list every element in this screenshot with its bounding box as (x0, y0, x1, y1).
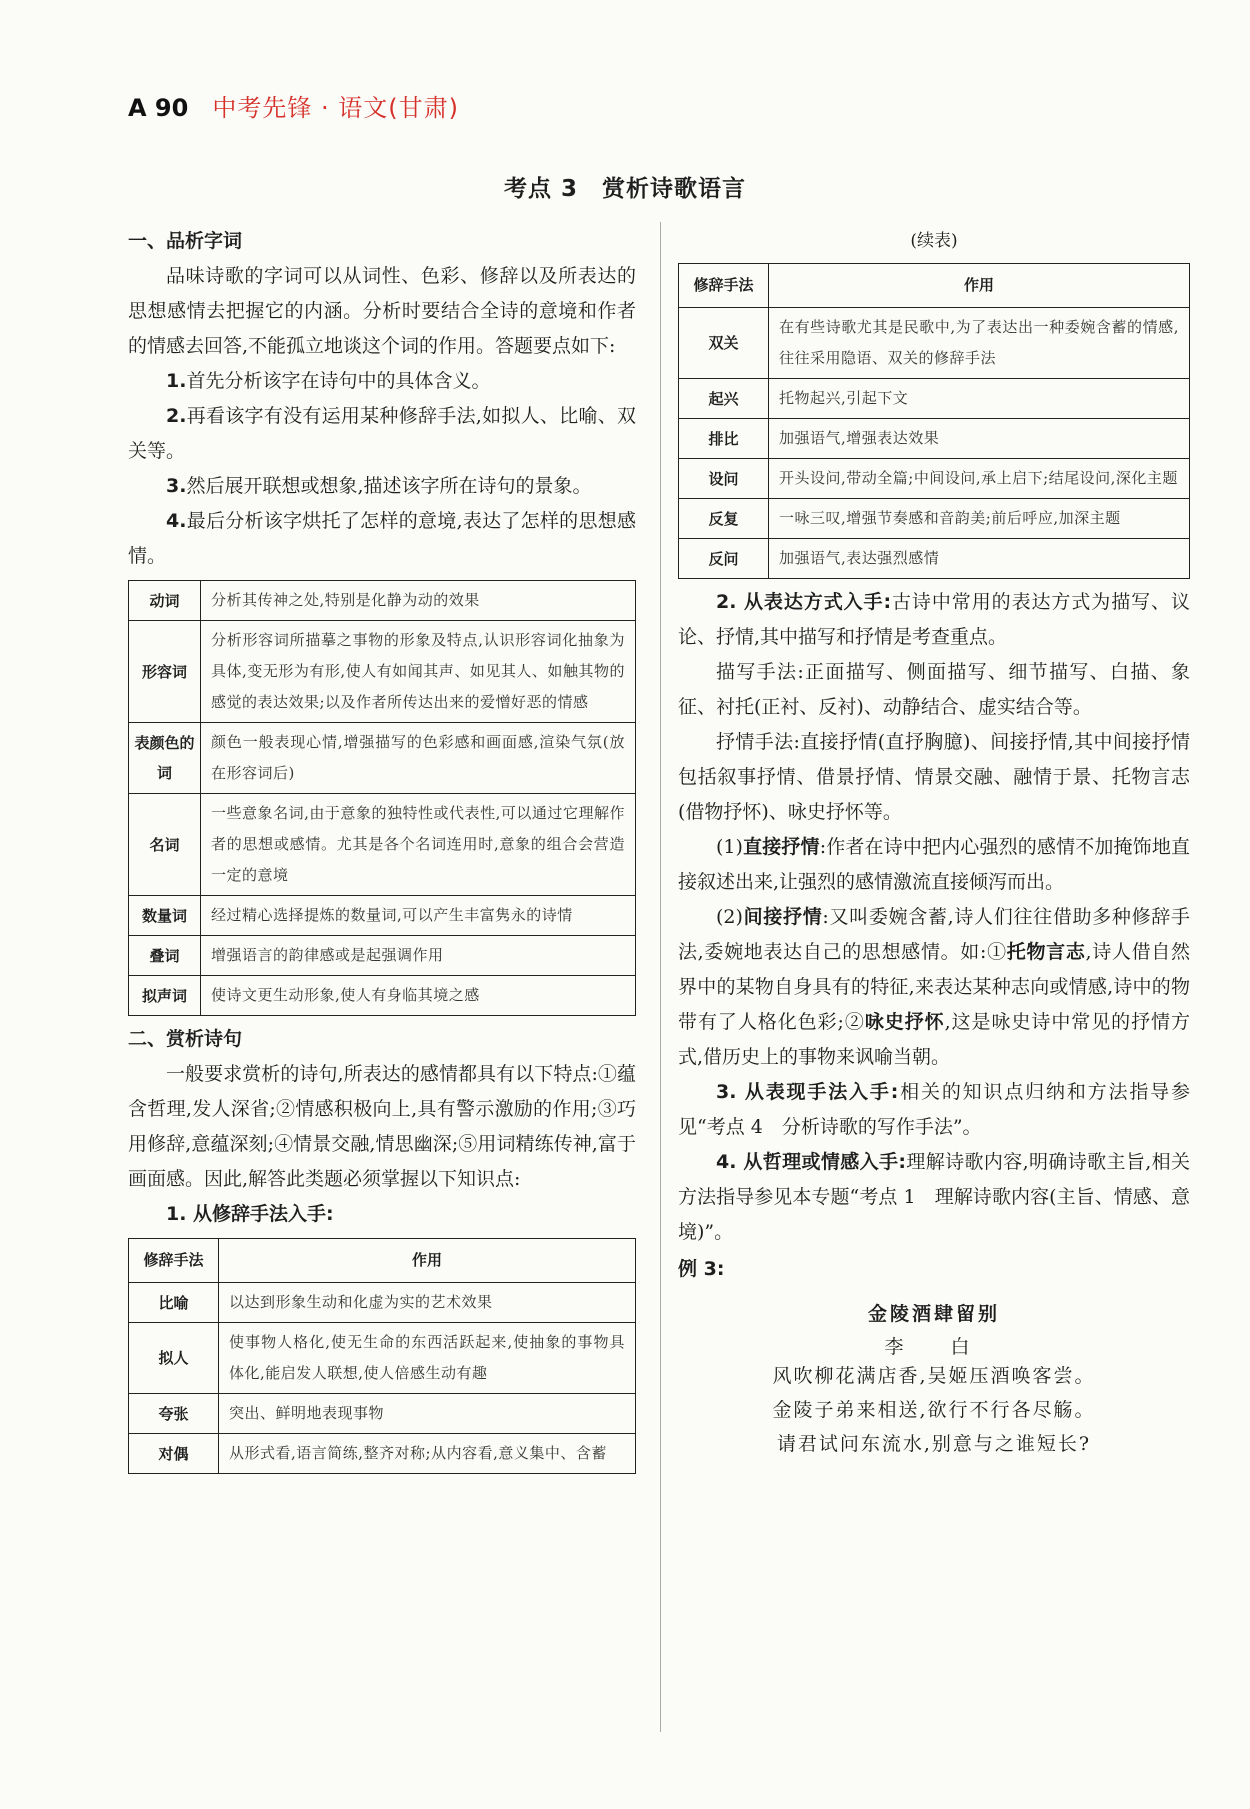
table-desc: 颜色一般表现心情,增强描写的色彩感和画面感,渲染气氛(放在形容词后) (201, 723, 636, 794)
step-number: 3. (166, 475, 187, 497)
table-header-row (129, 1239, 636, 1283)
word-type-table (128, 580, 636, 1016)
rhetoric-table-right (678, 263, 1190, 579)
poem-title: 金陵酒肆留别 (867, 1303, 1000, 1325)
table-desc: 经过精心选择提炼的数量词,可以产生丰富隽永的诗情 (201, 896, 636, 936)
table-header-desc: 作用 (219, 1239, 636, 1283)
direct-num: (1) (716, 836, 743, 858)
table-term: 形容词 (129, 621, 201, 723)
table-row (129, 1394, 636, 1434)
point1-heading (128, 1197, 636, 1232)
table-desc: 从形式看,语言简练,整齐对称;从内容看,意义集中、含蓄 (219, 1434, 636, 1474)
indirect-text: ,这是咏史诗中常见的抒情方式,借历史上的事物来讽喻当朝。 (678, 1011, 1190, 1068)
step-1 (128, 364, 636, 399)
table-term: 名词 (129, 794, 201, 896)
step-text: 然后展开联想或想象,描述该字所在诗句的景象。 (186, 475, 592, 497)
indirect-lyric-paragraph (678, 900, 1190, 1075)
poem-line: 金陵子弟来相送,欲行不行各尽觞。 (772, 1399, 1096, 1421)
table-term: 反复 (679, 499, 769, 539)
table-desc: 使事物人格化,使无生命的东西活跃起来,使抽象的事物具体化,能启发人联想,使人倍感生动有趣 (219, 1323, 636, 1394)
point1-label: 1. 从修辞手法入手: (166, 1203, 334, 1225)
table-row (679, 379, 1190, 419)
table-row (679, 499, 1190, 539)
table-term: 叠词 (129, 936, 201, 976)
step-text: 最后分析该字烘托了怎样的意境,表达了怎样的思想感情。 (128, 510, 636, 567)
table-desc: 分析形容词所描摹之事物的形象及特点,认识形容词化抽象为具体,变无形为有形,使人有如闻其声、如见其人、如触其物的感觉的表达效果;以及作者所传达出来的爱憎好恶的情感 (201, 621, 636, 723)
table-row (129, 581, 636, 621)
table-row (129, 621, 636, 723)
table-row (679, 419, 1190, 459)
table-header-desc: 作用 (769, 264, 1190, 308)
indirect-term: 托物言志 (1006, 941, 1086, 963)
page-number: A 90 (128, 94, 189, 122)
poem-line: 请君试问东流水,别意与之谁短长? (776, 1433, 1092, 1455)
right-column (678, 222, 1190, 1461)
part2-heading: 二、赏析诗句 (128, 1028, 243, 1050)
point3-label: 3. 从表现手法入手: (716, 1081, 899, 1103)
poem-line: 风吹柳花满店香,吴姬压酒唤客尝。 (772, 1365, 1096, 1387)
table-term: 起兴 (679, 379, 769, 419)
table-row (129, 1283, 636, 1323)
table-row (129, 896, 636, 936)
step-3 (128, 469, 636, 504)
part1-intro: 品味诗歌的字词可以从词性、色彩、修辞以及所表达的思想感情去把握它的内涵。分析时要结合全诗的意境和作者的情感去回答,不能孤立地谈这个词的作用。答题要点如下: (128, 265, 636, 357)
table-desc: 一咏三叹,增强节奏感和音韵美;前后呼应,加深主题 (769, 499, 1190, 539)
table-term: 双关 (679, 308, 769, 379)
table-desc: 突出、鲜明地表现事物 (219, 1394, 636, 1434)
table-row (129, 1323, 636, 1394)
table-desc: 开头设问,带动全篇;中间设问,承上启下;结尾设问,深化主题 (769, 459, 1190, 499)
table-term: 反问 (679, 539, 769, 579)
step-4 (128, 504, 636, 574)
continued-label: (续表) (910, 231, 958, 251)
table-header-term: 修辞手法 (679, 264, 769, 308)
table-header-row (679, 264, 1190, 308)
indirect-text: ,诗人借自然界中的某物自身具有的特征,来表达某种志向或情感,诗中的物带有了人格化色彩;② (678, 941, 1190, 1033)
table-term: 动词 (129, 581, 201, 621)
step-text: 首先分析该字在诗句中的具体含义。 (186, 370, 491, 392)
table-desc: 加强语气,增强表达效果 (769, 419, 1190, 459)
lyric-paragraph: 抒情手法:直接抒情(直抒胸臆)、间接抒情,其中间接抒情包括叙事抒情、借景抒情、情景交融、融情于景、托物言志(借物抒怀)、咏史抒怀等。 (678, 731, 1190, 823)
table-header-term: 修辞手法 (129, 1239, 219, 1283)
column-divider (660, 222, 661, 1732)
section-title: 考点 3 赏析诗歌语言 (503, 176, 746, 202)
left-column (128, 222, 636, 1474)
table-row (679, 308, 1190, 379)
point2-text: 古诗中常用的表达方式为描写、议论、抒情,其中描写和抒情是考查重点。 (678, 591, 1190, 648)
table-row (679, 539, 1190, 579)
describe-paragraph: 描写手法:正面描写、侧面描写、细节描写、白描、象征、衬托(正衬、反衬)、动静结合、虚实结合等。 (678, 661, 1190, 718)
table-term: 表颜色的词 (129, 723, 201, 794)
step-number: 2. (166, 405, 187, 427)
point4-text: 理解诗歌内容,明确诗歌主旨,相关方法指导参见本专题“考点 1 理解诗歌内容(主旨、情感、意境)”。 (678, 1151, 1190, 1243)
table-desc: 增强语言的韵律感或是起强调作用 (201, 936, 636, 976)
step-number: 4. (166, 510, 187, 532)
step-number: 1. (166, 370, 187, 392)
point4-label: 4. 从哲理或情感入手: (716, 1151, 906, 1173)
table-row (129, 976, 636, 1016)
point3-text: 相关的知识点归纳和方法指导参见“考点 4 分析诗歌的写作手法”。 (678, 1081, 1190, 1138)
step-text: 再看该字有没有运用某种修辞手法,如拟人、比喻、双关等。 (128, 405, 636, 462)
part1-heading: 一、品析字词 (128, 230, 243, 252)
table-desc: 一些意象名词,由于意象的独特性或代表性,可以通过它理解作者的思想或感情。尤其是各个名词连用时,意象的组合会营造一定的意境 (201, 794, 636, 896)
table-desc: 分析其传神之处,特别是化静为动的效果 (201, 581, 636, 621)
point4-paragraph (678, 1145, 1190, 1250)
indirect-term: 咏史抒怀 (864, 1011, 945, 1033)
point3-paragraph (678, 1075, 1190, 1145)
table-row (129, 794, 636, 896)
direct-label: 直接抒情 (742, 836, 820, 858)
point2-paragraph (678, 585, 1190, 655)
table-term: 对偶 (129, 1434, 219, 1474)
table-term: 设问 (679, 459, 769, 499)
rhetoric-table-left (128, 1238, 636, 1474)
table-desc: 以达到形象生动和化虚为实的艺术效果 (219, 1283, 636, 1323)
page-header (128, 88, 459, 128)
indirect-label: 间接抒情 (742, 906, 823, 928)
indirect-text: :又叫委婉含蓄,诗人们往往借助多种修辞手法,委婉地表达自己的思想感情。如:① (678, 906, 1190, 963)
part2-intro: 一般要求赏析的诗句,所表达的感情都具有以下特点:①蕴含哲理,发人深省;②情感积极向上,具有警示激励的作用;③巧用修辞,意蕴深刻;④情景交融,情思幽深;⑤用词精练传神,富于画面感。因此,解答此类题必须掌握以下知识点: (128, 1063, 636, 1190)
table-row (129, 1434, 636, 1474)
table-desc: 加强语气,表达强烈感情 (769, 539, 1190, 579)
example-label: 例 3: (678, 1258, 725, 1280)
table-desc: 托物起兴,引起下文 (769, 379, 1190, 419)
indirect-num: (2) (716, 906, 743, 928)
direct-text: :作者在诗中把内心强烈的感情不加掩饰地直接叙述出来,让强烈的感情激流直接倾泻而出。 (678, 836, 1190, 893)
table-term: 数量词 (129, 896, 201, 936)
direct-lyric-paragraph (678, 830, 1190, 900)
poem-author: 李 白 (884, 1336, 984, 1358)
table-desc: 使诗文更生动形象,使人有身临其境之感 (201, 976, 636, 1016)
table-term: 拟人 (129, 1323, 219, 1394)
table-term: 夸张 (129, 1394, 219, 1434)
table-term: 拟声词 (129, 976, 201, 1016)
table-row (129, 936, 636, 976)
table-row (129, 723, 636, 794)
table-term: 比喻 (129, 1283, 219, 1323)
point2-label: 2. 从表达方式入手: (716, 591, 892, 613)
table-desc: 在有些诗歌尤其是民歌中,为了表达出一种委婉含蓄的情感,往往采用隐语、双关的修辞手法 (769, 308, 1190, 379)
table-row (679, 459, 1190, 499)
table-term: 排比 (679, 419, 769, 459)
book-title: 中考先锋 · 语文(甘肃) (212, 94, 459, 122)
step-2 (128, 399, 636, 469)
